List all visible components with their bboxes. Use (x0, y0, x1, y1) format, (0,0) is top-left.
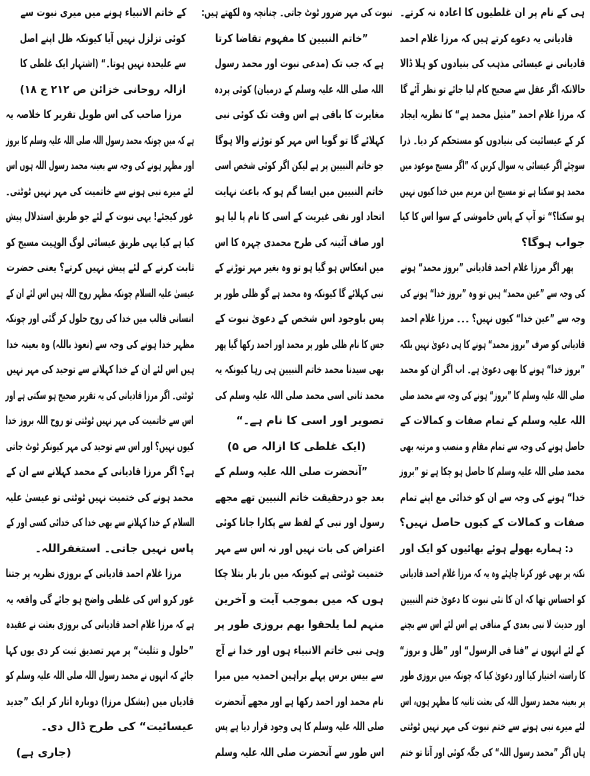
line-text: جائے کہ انہوں نے محمد رسول اللہ صلی اللہ علیہ وسلم کو (5, 669, 194, 682)
line-text: ختمیت ٹوٹتی ہے کیونکہ میں بار بار بتلا چکا (214, 567, 384, 580)
line-text: بعد جو درحقیقت خاتم النبیین تھے مجھے (214, 490, 384, 504)
text-line (400, 740, 585, 766)
line-text: محمد ہو سکتا ہے تو مسیح ابن مریم میں خدا کیوں نہیں (400, 184, 585, 198)
line-text: مغایرت کا باقی ہے اس وقت تک کوئی نبی (215, 108, 384, 121)
line-text: کے لئے انہوں نے ”فنا فی الرسول“ اور ”ظل و بروز“ (400, 643, 585, 657)
line-text: صلی اللہ علیہ وسلم کا ”بروز“ ہونے کی وجہ سے محمد صلی (399, 388, 585, 402)
text-line (400, 434, 585, 460)
text-line (6, 561, 182, 587)
text-line (6, 357, 194, 383)
line-text: ہوں کہ میں بموجب آیت و آخرین (214, 592, 384, 606)
paragraph-continued (400, 0, 585, 26)
text-line (400, 587, 585, 613)
text-line (6, 714, 194, 740)
text-line (400, 689, 585, 715)
line-text: رسول اور نبی کے لفظ سے پکارا جانا کوئی (214, 516, 384, 529)
text-line (20, 0, 186, 26)
text-line (215, 102, 384, 128)
text-line (215, 408, 384, 434)
text-line (6, 587, 194, 613)
text-line (215, 459, 368, 485)
text-line (6, 383, 194, 409)
text-line (6, 128, 194, 154)
text-line (6, 255, 194, 281)
text-line (6, 459, 194, 485)
text-line (400, 612, 585, 638)
text-line (20, 26, 186, 52)
text-line (400, 102, 585, 128)
line-text: ہے کہ میں چونکہ محمد رسول اللہ صلی اللہ علیہ وسلم کا بروز (5, 133, 194, 147)
line-text: ”بروز خدا“ ہونے کا بھی دعویٰ ہے۔ اب اگر ان کو محمد (399, 363, 585, 376)
paragraph (6, 102, 194, 561)
line-text: کا راستہ اختیار کیا اور دعویٰ کیا کہ چونکہ میں بروزی طور (399, 669, 585, 682)
text-line (215, 587, 384, 613)
text-line (215, 281, 384, 307)
text-line (215, 357, 384, 383)
line-text: کیا ہے کیا یہی طریق عیسائی لوگ الوہیت مسیح کو (5, 235, 194, 249)
text-line (400, 153, 585, 179)
text-line (6, 689, 194, 715)
block-quote-continued (6, 0, 194, 102)
line-text: ہاں اگر ”محمد رسول اللہ“ کی جگہ کوئی اور آتا تو ختم (399, 745, 585, 759)
text-line (6, 510, 194, 536)
text-line (400, 77, 585, 103)
text-line (201, 0, 392, 26)
line-text: خاتم النبیین میں ایسا گم ہو کہ باعث نہایت (215, 184, 384, 198)
text-line (6, 485, 194, 511)
text-line (6, 153, 194, 179)
line-text: سے علیحدہ نہیں ہوتا۔“ (اشتہار ایک غلطی کا (20, 57, 186, 70)
line-text: ”آنحضرت صلی اللہ علیہ وسلم کے (215, 465, 368, 478)
line-text: انسانی قالب میں خدا کی روح حلول کر گئی اور چونکہ (5, 312, 194, 325)
text-line (6, 332, 194, 358)
line-text: ہے؟ اگر مرزا قادیانی کے محمد کہلانے سے ان کے (6, 465, 194, 478)
paragraph (400, 26, 585, 256)
line-text: میں انعکاس ہو گیا ہو تو وہ بغیر مہر توڑنے کے (214, 261, 384, 274)
text-line (215, 26, 368, 52)
text-line (215, 536, 384, 562)
text-line (400, 663, 585, 689)
text-line (215, 485, 384, 511)
text-column-right (400, 0, 585, 765)
text-line (6, 408, 194, 434)
text-line (400, 561, 585, 587)
text-line (215, 332, 384, 358)
line-text: بھی سیدنا محمد خاتم النبیین ہی رہا کیونکہ یہ (215, 363, 384, 376)
text-line (400, 638, 585, 664)
text-line (215, 306, 384, 332)
text-line (6, 434, 194, 460)
line-text: صفات و کمالات کے کیوں حاصل نہیں؟ (399, 516, 585, 529)
text-line (400, 714, 585, 740)
line-text: محمد صلی اللہ علیہ وسلم کا حاصل ہو چکا ہے تو ”بروز (399, 465, 585, 478)
text-line (215, 663, 384, 689)
text-line (400, 383, 585, 409)
line-text: اللہ علیہ وسلم کے تمام صفات و کمالات کے (399, 414, 585, 427)
text-line (6, 281, 194, 307)
line-text: خدا“ ہونے کی وجہ سے ان کو خدائی مع اپنے تمام (399, 490, 585, 504)
line-text: اور حدیث لا نبی بعدی کے منافی ہے اس لئے اس سے بچنے (399, 618, 585, 631)
text-line (215, 179, 384, 205)
line-text: وجہ سے ”عین خدا“ کیوں نہیں؟ ۔۔۔ مرزا غلام احمد (399, 312, 585, 325)
line-text: اللہ صلی اللہ علیہ وسلم کے درمیان) کوئی پردہ (214, 82, 384, 96)
line-text: (ایک غلطی کا ازالہ ص ۵) (227, 439, 366, 453)
line-text: لئے میرے نبی ہونے سے ختم نبوت کی مہر نہیں ٹوٹتی (400, 720, 585, 733)
text-line (6, 102, 182, 128)
line-text: حاصل ہونے کی وجہ سے تمام مقام و منصب و مرتبہ بھی (400, 439, 585, 453)
text-line (6, 638, 194, 664)
text-line (215, 510, 384, 536)
text-line (215, 638, 384, 664)
continued-note (6, 740, 194, 766)
line-text: غور کرو اس کی غلطی واضح ہو جائے گی واقعہ یہ (5, 592, 194, 606)
text-line (16, 740, 194, 766)
line-text: قادیانی نے عیسائی مذہب کی بنیادوں کو ہلا ڈالا (400, 57, 585, 70)
text-line (400, 306, 585, 332)
block-quote (201, 26, 392, 434)
text-line (400, 357, 585, 383)
line-text: جواب ہوگا؟ (521, 235, 585, 249)
text-line (400, 459, 585, 485)
text-line (215, 383, 384, 409)
text-line (400, 255, 573, 281)
text-line (400, 332, 585, 358)
text-line (400, 408, 585, 434)
text-line (215, 51, 384, 77)
block-quote (201, 459, 392, 765)
text-line (400, 510, 585, 536)
line-text: مظہر خدا ہونے کی وجہ سے (نعوذ باللہ) وہ بعینہ خدا (6, 337, 194, 351)
line-text: جس کا نام ظلی طور پر محمد اور احمد رکھا گیا پھر (214, 337, 384, 351)
line-text: لئے میرے نبی ہونے سے خاتمیت کی مہر نہیں ٹوٹتی۔ (6, 184, 194, 198)
line-text: صلی اللہ علیہ وسلم کا ہی وجود قرار دیا ہے پس (214, 720, 384, 733)
line-text: کو احساس تھا کہ ان کا نئی نبوت کا دعویٰ ختم النبیین (399, 592, 585, 606)
text-line (400, 204, 585, 230)
line-text: پر بعینہ محمد رسول اللہ کی بعثت ثانیہ کا مظہر ہوں، اس (400, 694, 585, 708)
line-text: عیسیٰ علیہ السلام چونکہ مظہر روح اللہ ہیں اس لئے ان کے (6, 286, 194, 300)
text-line (6, 536, 194, 562)
line-text: نام محمد اور احمد رکھا ہے اور مجھے آنحضرت (214, 694, 384, 708)
line-text: منہم لما یلحقوا بھم بروزی طور پر (214, 618, 384, 631)
line-text: تصویر اور اسی کا نام ہے۔“ (235, 414, 384, 427)
text-line (400, 51, 585, 77)
line-text: مرزا غلام احمد قادیانی کے بروزی نظریہ پر جتنا (5, 567, 182, 580)
text-line (215, 689, 384, 715)
text-line (215, 561, 384, 587)
text-line (20, 51, 186, 77)
paragraph (6, 561, 194, 740)
paragraph (400, 536, 585, 766)
line-text: کیوں نہیں؟ اور اس سے توحید کی مہر کیونکر ٹوٹ جاتی (6, 439, 194, 453)
text-line (215, 612, 384, 638)
line-text: جو خاتم النبیین پر ہے لیکن اگر کوئی شخص اسی (215, 159, 384, 172)
line-text: ٹوٹتی۔ اگر مرزا قادیانی کی یہ تقریر صحیح ہو سکتی ہے اور (5, 388, 194, 402)
line-text: نبوت کی مہر ضرور ٹوٹ جاتی۔ چنانچہ وہ لکھتے ہیں: (200, 6, 392, 19)
line-text: عیسائیت“ کی طرح ڈال دی۔ (40, 720, 194, 733)
text-line (215, 740, 384, 766)
line-text: اور صاف آئینہ کی طرح محمدی چہرہ کا اس (214, 235, 384, 249)
line-text: ”خاتم النبیین کا مفہوم تقاضا کرتا (215, 31, 368, 45)
line-text: سوچئے اگر عیسائی یہ سوال کریں کہ ”اگر مسیح موعود میں (400, 159, 585, 172)
line-text: وہی نبی خاتم الانبیاء ہوں اور خدا نے آج (215, 643, 384, 657)
text-column-left (6, 0, 194, 765)
text-line (201, 434, 392, 460)
text-line (400, 281, 585, 307)
line-text: پاس نہیں جاتی۔ استغفراللہ۔ (35, 541, 194, 555)
line-text: قادیانی یہ دعوے کرتے ہیں کہ مرزا غلام احمد (399, 31, 573, 45)
line-text: کی وجہ سے ”عین محمد“ ہیں تو وہ ”بروز خدا“ ہونے کی (399, 286, 585, 300)
paragraph-continued (201, 0, 392, 26)
line-text: اعتراض کی بات نہیں اور نہ اس سے مہر (215, 541, 384, 555)
line-text: اس طور سے آنحضرت صلی اللہ علیہ وسلم (214, 745, 384, 759)
text-line (400, 26, 573, 52)
line-text: کوئی تزلزل نہیں آیا کیونکہ ظل اپنے اصل (19, 31, 186, 45)
text-line (215, 714, 384, 740)
text-line (215, 128, 384, 154)
line-text: حالانکہ اگر عقل سے صحیح کام لیا جائے تو نظر آئے گا (399, 82, 585, 96)
line-text: کر کے عیسائیت کی بنیادوں کو مستحکم کر دیا۔ ذرا (400, 133, 585, 147)
line-text: ثابت کرنے کے لئے پیش نہیں کرتے؟ یعنی حضرت (5, 261, 194, 274)
line-text: ہے کہ مرزا غلام احمد قادیانی کی بروزی بعثت نے عقیدہ (6, 618, 194, 631)
text-line (6, 204, 194, 230)
citation (201, 434, 392, 460)
text-line (6, 306, 194, 332)
line-text: ہیں اس لئے ان کے خدا کہلانے سے توحید کی مہر نہیں (5, 363, 194, 376)
line-text: غور کیجئے! یہی نبوت کے لئے جو طریق استدلال پیش (6, 210, 194, 223)
line-text: السلام کے خدا کہلانے سے بھی خدا کی خدائی کسی اور کے (6, 516, 194, 529)
line-text: نکتہ پر بھی غور کرنا چاہئے وہ یہ کہ مرزا غلام احمد قادیانی (400, 567, 585, 580)
text-line (400, 128, 585, 154)
line-text: کہ مرزا غلام احمد ”مثیل محمد ہے“ کا نظریہ ایجاد (399, 108, 585, 121)
line-text: ازالہ روحانی خزائن ص ۲۱۲ ج ۱۸) (19, 82, 186, 96)
line-text: پس باوجود اس شخص کے دعویٰ نبوت کے (215, 312, 384, 325)
text-line (400, 179, 585, 205)
line-text: ہے کہ جب تک (مدعی نبوت اور محمد رسول (214, 57, 384, 70)
paragraph (400, 255, 585, 536)
text-column-middle (201, 0, 392, 765)
line-text: قادیانی کو صرف ”بروز محمد“ ہونے کا ہی دعویٰ نہیں بلکہ (399, 337, 585, 351)
text-line (6, 179, 194, 205)
line-text: نبی کہلائے گا کیونکہ وہ محمد ہے گو ظلی طور پر (214, 286, 384, 300)
line-text: (جاری ہے) (16, 745, 72, 759)
text-line (400, 230, 585, 256)
text-line (20, 77, 186, 103)
line-text: اتحاد اور نفی غیریت کے اسی کا نام پا لیا ہو (214, 210, 384, 223)
text-line (400, 485, 585, 511)
line-text: کہلائے گا تو گویا اس مہر کو توڑنے والا ہوگا (215, 133, 384, 147)
line-text: محمد ہونے کی ختمیت نہیں ٹوٹتی تو عیسیٰ علیہ (6, 490, 194, 504)
line-text: سے بیس برس پہلے براہین احمدیہ میں میرا (215, 669, 384, 682)
text-line (215, 255, 384, 281)
line-text: مرزا صاحب کی اس طویل تقریر کا خلاصہ یہ (5, 108, 182, 121)
text-line (6, 612, 194, 638)
text-line (215, 77, 384, 103)
line-text: کے خاتم الانبیاء ہونے میں میری نبوت سے (19, 6, 186, 19)
line-text: پھر اگر مرزا غلام احمد قادیانی ”بروز محمد“ ہونے (399, 261, 573, 274)
text-line (6, 663, 194, 689)
text-line (215, 204, 384, 230)
line-text: قادیاں میں (بشکل مرزا) دوبارہ اتار کر ایک ”جدید (6, 694, 194, 708)
text-line (400, 0, 585, 26)
line-text: ”حلول و تثلیث“ پر مہر تصدیق ثبت کر دی یوں کہا (6, 643, 194, 657)
text-line (215, 153, 384, 179)
line-text: اس سے خاتمیت کی مہر نہیں ٹوٹتی تو روح اللہ بروز خدا (5, 414, 194, 427)
line-text: محمد ثانی اسی محمد صلی اللہ علیہ وسلم کی (215, 388, 384, 402)
text-line (6, 230, 194, 256)
text-line (400, 536, 573, 562)
text-line (215, 230, 384, 256)
line-text: ہو سکتا؟“ تو آپ کے پاس خاموشی کے سوا اس کا کیا (399, 210, 585, 223)
line-text: اور مظہر ہونے کی وجہ سے بعینہ محمد رسول اللہ ہوں اس (6, 159, 194, 172)
line-text: ہی کے نام پر ان غلطیوں کا اعادہ نہ کرتے۔ (399, 6, 585, 19)
line-text: د: ہمارے بھولے ہوئے بھائیوں کو ایک اور (399, 541, 573, 555)
